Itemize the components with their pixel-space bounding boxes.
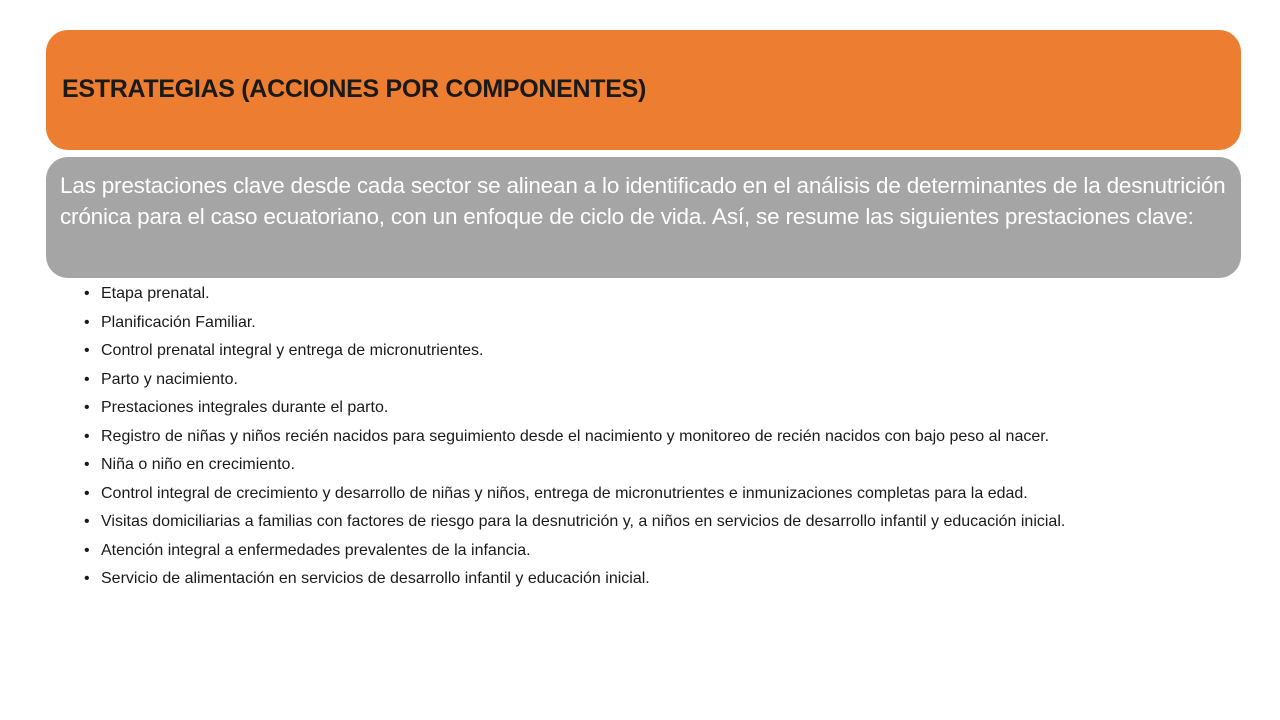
bullet-dot-icon: • bbox=[84, 342, 90, 359]
list-item bbox=[84, 482, 1224, 505]
list-item-text: Prestaciones integrales durante el parto. bbox=[101, 399, 389, 416]
bullet-dot-icon: • bbox=[84, 313, 90, 331]
bullet-dot-icon: • bbox=[84, 541, 90, 559]
list-item-text: Niña o niño en crecimiento. bbox=[101, 456, 295, 473]
list-item-text: Visitas domiciliarias a familias con factores de riesgo para la desnutrición y, a niños en servicios de desarrollo infantil y educación inicial. bbox=[101, 513, 1066, 530]
list-item-text: Atención integral a enfermedades prevalentes de la infancia. bbox=[101, 541, 531, 559]
bullet-dot-icon: • bbox=[84, 456, 90, 473]
list-item bbox=[84, 282, 1224, 305]
list-item bbox=[84, 510, 1224, 533]
list-item bbox=[84, 453, 1224, 476]
title-banner bbox=[46, 30, 1241, 150]
bullet-list bbox=[84, 282, 1224, 596]
list-item bbox=[84, 368, 1224, 391]
bullet-dot-icon: • bbox=[84, 484, 90, 502]
bullet-dot-icon: • bbox=[84, 427, 90, 445]
list-item-text: Registro de niñas y niños recién nacidos para seguimiento desde el nacimiento y monitoreo de recién nacidos con bajo peso al nacer. bbox=[101, 427, 1050, 445]
list-item bbox=[84, 396, 1224, 419]
list-item-text: Control integral de crecimiento y desarrollo de niñas y niños, entrega de micronutrientes e inmunizaciones completas para la edad. bbox=[101, 484, 1028, 502]
list-item-text: Control prenatal integral y entrega de micronutrientes. bbox=[101, 342, 484, 359]
list-item bbox=[84, 425, 1224, 448]
bullet-dot-icon: • bbox=[84, 285, 90, 302]
intro-banner bbox=[46, 157, 1241, 278]
list-item-text: Parto y nacimiento. bbox=[101, 370, 238, 388]
list-item bbox=[84, 567, 1224, 590]
list-item-text: Etapa prenatal. bbox=[101, 285, 210, 302]
list-item bbox=[84, 339, 1224, 362]
bullet-dot-icon: • bbox=[84, 513, 90, 530]
intro-text: Las prestaciones clave desde cada sector se alinean a lo identificado en el análisis de determinantes de la desnutrición crónica para el caso ecuatoriano, con un enfoque de ciclo de vida. Así, se resume las siguientes prestaciones clave: bbox=[60, 173, 1226, 229]
bullet-dot-icon: • bbox=[84, 370, 90, 388]
list-item bbox=[84, 539, 1224, 562]
slide-title: ESTRATEGIAS (ACCIONES POR COMPONENTES) bbox=[62, 74, 647, 103]
bullet-dot-icon: • bbox=[84, 399, 90, 416]
list-item-text: Planificación Familiar. bbox=[101, 313, 256, 331]
list-item bbox=[84, 311, 1224, 334]
list-item-text: Servicio de alimentación en servicios de desarrollo infantil y educación inicial. bbox=[101, 570, 650, 587]
bullet-dot-icon: • bbox=[84, 570, 90, 587]
